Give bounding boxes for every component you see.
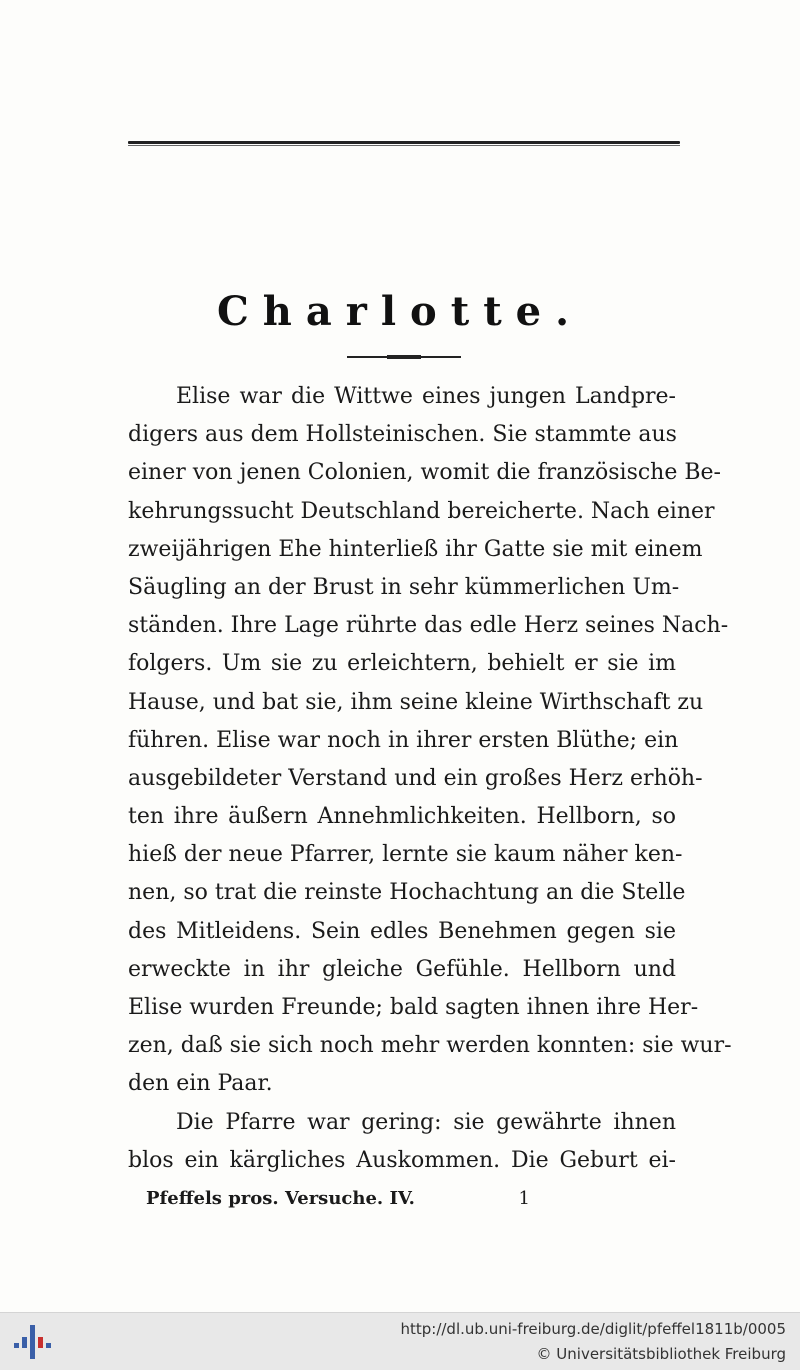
text-line: erweckte in ihr gleiche Gefühle. Hellborn und bbox=[128, 956, 676, 982]
text-line: den ein Paar. bbox=[128, 1071, 273, 1097]
text-line: Elise wurden Freunde; bald sagten ihnen ihre Her- bbox=[128, 995, 699, 1020]
page-footer bbox=[146, 1188, 530, 1209]
text-line: ständen. Ihre Lage rührte das edle Herz seines Nach- bbox=[128, 613, 729, 639]
text-line: blos ein kärgliches Auskommen. Die Geburt ei- bbox=[128, 1147, 676, 1173]
signature-line: Pfeffels pros. Versuche. IV. bbox=[146, 1188, 415, 1209]
top-decorative-rule bbox=[128, 141, 680, 144]
text-line: des Mitleidens. Sein edles Benehmen gegen sie bbox=[128, 918, 676, 944]
text-line: folgers. Um sie zu erleichtern, behielt er sie im bbox=[128, 651, 676, 677]
viewer-footer-bar bbox=[0, 1312, 800, 1370]
text-line: Die Pfarre war gering: sie gewährte ihnen bbox=[176, 1109, 676, 1135]
sheet-number: 1 bbox=[518, 1188, 530, 1209]
text-line: kehrungssucht Deutschland bereicherte. Nach einer bbox=[128, 498, 715, 524]
chapter-title: Charlotte. bbox=[216, 288, 584, 335]
document-url-link[interactable]: http://dl.ub.uni-freiburg.de/diglit/pfeffel1811b/0005 bbox=[400, 1320, 786, 1338]
text-line: Elise war die Wittwe eines jungen Landpre- bbox=[176, 384, 676, 409]
text-line: nen, so trat die reinste Hochachtung an die Stelle bbox=[128, 880, 686, 906]
text-line: einer von jenen Colonien, womit die französische Be- bbox=[128, 460, 721, 486]
copyright-notice: © Universitätsbibliothek Freiburg bbox=[536, 1345, 786, 1363]
text-line: ausgebildeter Verstand und ein großes Herz erhöh- bbox=[128, 765, 703, 791]
text-line: führen. Elise war noch in ihrer ersten Blüthe; ein bbox=[128, 727, 679, 753]
text-line: Säugling an der Brust in sehr kümmerlichen Um- bbox=[128, 574, 680, 600]
text-line: hieß der neue Pfarrer, lernte sie kaum näher ken- bbox=[128, 842, 683, 868]
text-line: Hause, und bat sie, ihm seine kleine Wirthschaft zu bbox=[128, 689, 704, 715]
title-ornament-rule bbox=[347, 356, 461, 358]
body-text bbox=[128, 378, 732, 1180]
text-line: zen, daß sie sich noch mehr werden konnten: sie wur- bbox=[128, 1033, 732, 1059]
text-line: digers aus dem Hollsteinischen. Sie stammte aus bbox=[128, 422, 677, 448]
ub-freiburg-logo-icon[interactable] bbox=[12, 1321, 52, 1361]
text-line: ten ihre äußern Annehmlichkeiten. Hellborn, so bbox=[128, 804, 676, 830]
text-line: zweijährigen Ehe hinterließ ihr Gatte sie mit einem bbox=[128, 536, 703, 562]
